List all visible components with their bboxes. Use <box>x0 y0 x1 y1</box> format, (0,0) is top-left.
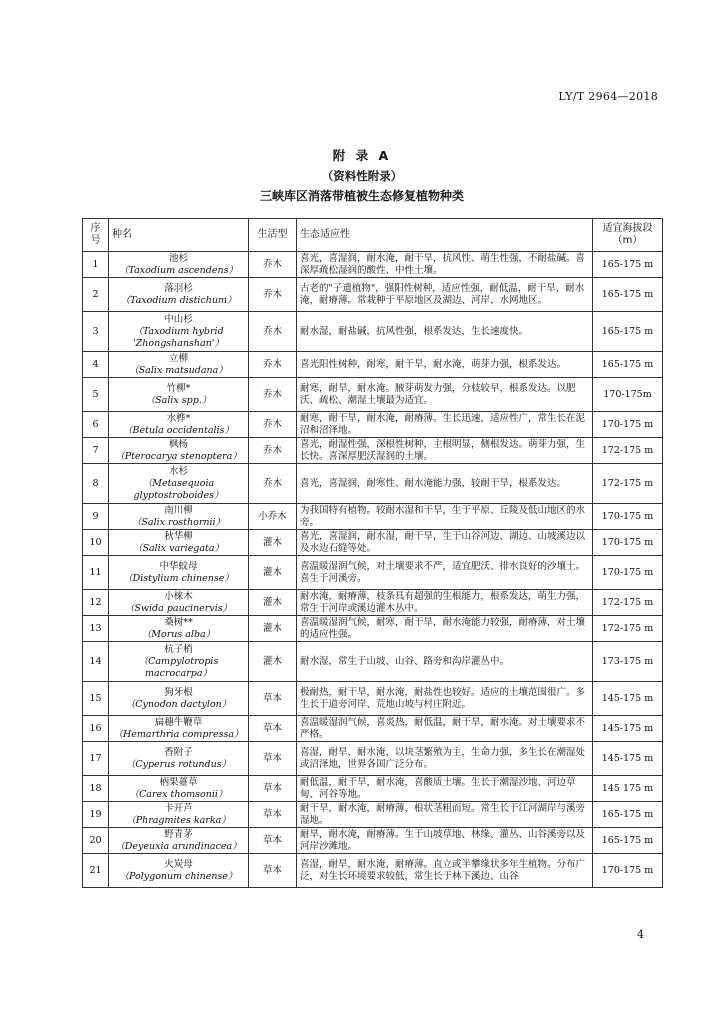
appendix-heading: 三峡库区消落带植被生态修复植物种类 <box>259 189 464 203</box>
ecological-adaptability: 耐水湿，耐盐碱，抗风性强，根系发达，生长速度快。 <box>297 312 593 352</box>
species-chinese-name: 桑树** <box>164 616 193 628</box>
ecological-adaptability: 耐寒，耐干旱，耐水淹，耐瘠薄。生长迅速，适应性广，常生长在泥沼和沼泽地。 <box>297 412 593 438</box>
species-name <box>109 682 249 716</box>
suitable-altitude: 173-175 m <box>593 642 663 682</box>
table-row <box>83 464 663 504</box>
ecological-adaptability: 耐水淹，耐瘠薄，枝条具有超强的生根能力，根系发达，萌生力强，常生于河岸或溪边灌木丛中。 <box>297 590 593 616</box>
suitable-altitude: 170-175m <box>593 378 663 412</box>
row-number: 1 <box>83 252 109 278</box>
life-form: 草本 <box>249 776 297 802</box>
species-latin-name: （Pterocarya stenoptera） <box>115 450 242 462</box>
ecological-adaptability: 喜湿，耐旱，耐水淹，以块茎繁殖为主，生命力强，多生长在潮湿处或沼泽地，世界各国广泛分布。 <box>297 742 593 776</box>
row-number: 12 <box>83 590 109 616</box>
species-latin-name: （Betula occidentalis） <box>123 424 234 436</box>
table-row <box>83 252 663 278</box>
species-chinese-name: 水桦* <box>166 412 191 424</box>
ecological-adaptability: 喜温暖湿润气候，喜炎热，耐低温，耐干旱，耐水淹。对土壤要求不严格。 <box>297 716 593 742</box>
table-row <box>83 642 663 682</box>
ecological-adaptability: 喜光，喜湿润，耐水淹，耐干旱，抗风性、萌生性强，不耐盐碱。喜深厚疏松湿润的酸性、中性土壤。 <box>297 252 593 278</box>
ecological-adaptability: 耐水湿，常生于山坡、山谷、路旁和沟岸灌丛中。 <box>297 642 593 682</box>
ecological-adaptability: 喜光，喜湿润，耐寒性、耐水淹能力强，较耐干旱，根系发达。 <box>297 464 593 504</box>
suitable-altitude: 170-175 m <box>593 412 663 438</box>
ecological-adaptability: 耐寒，耐旱，耐水淹。腋芽萌发力强，分枝较早，根系发达。以肥沃、疏松、潮湿土壤最为适宜。 <box>297 378 593 412</box>
species-name <box>109 716 249 742</box>
species-latin-name: （Hemarthria compressa） <box>113 728 244 740</box>
species-latin-name: （Cyperus rotundus） <box>125 758 232 770</box>
species-name <box>109 828 249 854</box>
row-number: 6 <box>83 412 109 438</box>
life-form: 乔木 <box>249 278 297 312</box>
species-chinese-name: 落羽杉 <box>164 282 193 294</box>
ecological-adaptability: 喜光，耐湿性强，深根性树种，主根明显，侧根发达。萌芽力强，生长快。喜深厚肥沃湿润的土壤。 <box>297 438 593 464</box>
species-name <box>109 464 249 504</box>
species-latin-name: （Salix variegata） <box>132 542 225 554</box>
row-number: 5 <box>83 378 109 412</box>
table-row <box>83 278 663 312</box>
ecological-adaptability: 喜湿，耐旱，耐水淹，耐瘠薄。直立或半攀缘状多年生植物。分布广泛，对生长环境要求较低，常生长于林下溪边、山谷 <box>297 854 593 888</box>
species-chinese-name: 杭子梢 <box>164 643 193 655</box>
table-row <box>83 556 663 590</box>
species-chinese-name: 秋华柳 <box>164 530 193 542</box>
row-number: 19 <box>83 802 109 828</box>
species-latin-name: （Distylium chinense） <box>123 572 234 584</box>
species-name <box>109 642 249 682</box>
species-chinese-name: 卡开芦 <box>164 802 193 814</box>
row-number: 16 <box>83 716 109 742</box>
species-name <box>109 438 249 464</box>
col-header-desc: 生态适应性 <box>297 219 593 252</box>
col-header-name: 种名 <box>109 219 249 252</box>
species-name <box>109 742 249 776</box>
ecological-adaptability: 喜光阳性树种，耐寒，耐干旱，耐水淹，萌芽力强，根系发达。 <box>297 352 593 378</box>
species-name <box>109 352 249 378</box>
species-name <box>109 378 249 412</box>
row-number: 20 <box>83 828 109 854</box>
species-name <box>109 530 249 556</box>
life-form: 乔木 <box>249 252 297 278</box>
species-latin-name: （Salix spp.） <box>145 394 212 406</box>
standard-code: LY/T 2964—2018 <box>558 90 658 103</box>
life-form: 灌木 <box>249 642 297 682</box>
species-name <box>109 556 249 590</box>
species-name <box>109 412 249 438</box>
suitable-altitude: 165-175 m <box>593 278 663 312</box>
life-form: 乔木 <box>249 464 297 504</box>
species-chinese-name: 柄果薹草 <box>159 776 198 788</box>
suitable-altitude: 172-175 m <box>593 464 663 504</box>
table-row <box>83 504 663 530</box>
species-chinese-name: 小梾木 <box>164 590 193 602</box>
species-chinese-name: 水杉 <box>168 465 188 477</box>
species-chinese-name: 池杉 <box>168 252 188 264</box>
life-form: 灌木 <box>249 590 297 616</box>
species-name <box>109 312 249 352</box>
life-form: 草本 <box>249 742 297 776</box>
species-latin-name: （Salix matsudana） <box>129 364 228 376</box>
table-row <box>83 682 663 716</box>
suitable-altitude: 170-175 m <box>593 556 663 590</box>
row-number: 8 <box>83 464 109 504</box>
table-row <box>83 828 663 854</box>
ecological-adaptability: 极耐热，耐干旱，耐水淹，耐盐性也较好。适应的土壤范围很广。多生长于道旁河岸、荒地山坡与村庄附近。 <box>297 682 593 716</box>
ecological-adaptability: 古老的"子遗植物"，强阳性树种，适应性强，耐低温，耐干旱，耐水淹，耐瘠薄。常栽种于平原地区及湖边、河岸、水网地区。 <box>297 278 593 312</box>
species-name <box>109 504 249 530</box>
species-name <box>109 252 249 278</box>
table-row <box>83 742 663 776</box>
row-number: 21 <box>83 854 109 888</box>
life-form: 乔木 <box>249 378 297 412</box>
species-latin-name: （Taxodium ascendens） <box>119 264 238 276</box>
table-row <box>83 352 663 378</box>
suitable-altitude: 172-175 m <box>593 438 663 464</box>
ecological-adaptability: 为我国特有植物。较耐水湿和干旱，生于平原、丘陵及低山地区的水旁。 <box>297 504 593 530</box>
species-table <box>82 218 663 888</box>
suitable-altitude: 165-175 m <box>593 252 663 278</box>
col-header-type: 生活型 <box>249 219 297 252</box>
species-chinese-name: 中华蚊母 <box>159 560 198 572</box>
table-row <box>83 312 663 352</box>
species-name <box>109 278 249 312</box>
life-form: 乔木 <box>249 412 297 438</box>
suitable-altitude: 170-175 m <box>593 530 663 556</box>
ecological-adaptability: 喜温暖湿润气候，耐寒，耐干旱，耐水淹能力较强，耐瘠薄，对土壤的适应性强。 <box>297 616 593 642</box>
row-number: 3 <box>83 312 109 352</box>
col-header-altitude: 适宜海拔段（m） <box>593 219 663 252</box>
species-latin-name: （Taxodium hybrid 'Zhongshanshan'） <box>133 325 224 349</box>
life-form: 灌木 <box>249 616 297 642</box>
life-form: 草本 <box>249 828 297 854</box>
table-row <box>83 716 663 742</box>
species-name <box>109 854 249 888</box>
row-number: 2 <box>83 278 109 312</box>
suitable-altitude: 145-175 m <box>593 742 663 776</box>
row-number: 9 <box>83 504 109 530</box>
suitable-altitude: 145 175 m <box>593 776 663 802</box>
life-form: 灌木 <box>249 556 297 590</box>
table-row <box>83 438 663 464</box>
suitable-altitude: 145-175 m <box>593 716 663 742</box>
suitable-altitude: 165-175 m <box>593 828 663 854</box>
ecological-adaptability: 耐旱，耐水淹，耐瘠薄。生于山坡草地、林缘、灌丛、山谷溪旁以及河岸沙滩地。 <box>297 828 593 854</box>
row-number: 11 <box>83 556 109 590</box>
suitable-altitude: 172-175 m <box>593 590 663 616</box>
table-row <box>83 412 663 438</box>
life-form: 乔木 <box>249 438 297 464</box>
species-chinese-name: 香附子 <box>164 746 193 758</box>
species-latin-name: （Polygonum chinense） <box>119 870 238 882</box>
species-latin-name: （Salix rosthornii） <box>131 516 226 528</box>
ecological-adaptability: 耐低温，耐干旱，耐水淹，喜酸质土壤。生长于潮湿沙地、河边草甸、河谷等地。 <box>297 776 593 802</box>
row-number: 18 <box>83 776 109 802</box>
life-form: 草本 <box>249 716 297 742</box>
species-chinese-name: 立柳 <box>168 352 188 364</box>
table-row <box>83 616 663 642</box>
suitable-altitude: 165-175 m <box>593 312 663 352</box>
row-number: 15 <box>83 682 109 716</box>
life-form: 乔木 <box>249 352 297 378</box>
appendix-subtitle: （资料性附录） <box>321 169 403 183</box>
species-chinese-name: 枫杨 <box>168 438 188 450</box>
species-chinese-name: 火炭母 <box>164 858 193 870</box>
table-row <box>83 776 663 802</box>
suitable-altitude: 172-175 m <box>593 616 663 642</box>
species-latin-name: （Swida paucinervis） <box>124 602 233 614</box>
species-chinese-name: 野青茅 <box>164 828 193 840</box>
life-form: 灌木 <box>249 530 297 556</box>
table-row <box>83 854 663 888</box>
species-chinese-name: 南川柳 <box>164 504 193 516</box>
row-number: 7 <box>83 438 109 464</box>
species-chinese-name: 狗牙根 <box>164 686 193 698</box>
row-number: 13 <box>83 616 109 642</box>
ecological-adaptability: 喜光，喜湿润，耐水湿，耐干旱，生于山谷河边、湖边、山坡溪边以及水边石缝等处。 <box>297 530 593 556</box>
species-latin-name: （Deyeuxia arundinacea） <box>115 840 242 852</box>
species-latin-name: （Campylotropis macrocarpa） <box>138 655 219 679</box>
row-number: 10 <box>83 530 109 556</box>
table-header-row <box>83 219 663 252</box>
species-latin-name: （Carex thomsonii） <box>129 788 228 800</box>
appendix-title: 附 录 A <box>332 148 392 163</box>
species-name <box>109 776 249 802</box>
suitable-altitude: 145-175 m <box>593 682 663 716</box>
table-row <box>83 378 663 412</box>
ecological-adaptability: 喜温暖湿润气候，对土壤要求不严，适宜肥沃、排水良好的沙壤土。喜生于河溪旁。 <box>297 556 593 590</box>
species-latin-name: （Phragmites karka） <box>126 814 231 826</box>
species-name <box>109 616 249 642</box>
row-number: 4 <box>83 352 109 378</box>
life-form: 草本 <box>249 802 297 828</box>
suitable-altitude: 165-175 m <box>593 352 663 378</box>
life-form: 乔木 <box>249 312 297 352</box>
species-latin-name: （Morus alba） <box>141 628 216 640</box>
species-chinese-name: 扁穗牛鞭草 <box>154 716 203 728</box>
species-latin-name: （Taxodium distichum） <box>120 294 237 306</box>
row-number: 14 <box>83 642 109 682</box>
suitable-altitude: 170-175 m <box>593 504 663 530</box>
table-row <box>83 590 663 616</box>
species-latin-name: （Cynodon dactylon） <box>125 698 232 710</box>
suitable-altitude: 165-175 m <box>593 802 663 828</box>
species-name <box>109 590 249 616</box>
species-latin-name: （Metasequoia glyptostroboides） <box>133 477 224 501</box>
col-header-no: 序号 <box>83 219 109 252</box>
life-form: 草本 <box>249 854 297 888</box>
life-form: 草本 <box>249 682 297 716</box>
appendix-titles <box>0 146 724 206</box>
row-number: 17 <box>83 742 109 776</box>
species-chinese-name: 中山杉 <box>164 313 193 325</box>
suitable-altitude: 170-175 m <box>593 854 663 888</box>
species-chinese-name: 竹柳* <box>166 382 191 394</box>
species-name <box>109 802 249 828</box>
table-row <box>83 802 663 828</box>
life-form: 小乔木 <box>249 504 297 530</box>
page-number: 4 <box>637 928 644 941</box>
table-row <box>83 530 663 556</box>
ecological-adaptability: 耐干旱，耐水淹，耐瘠薄，根状茎粗而短。常生长于江河湖岸与溪旁湿地。 <box>297 802 593 828</box>
